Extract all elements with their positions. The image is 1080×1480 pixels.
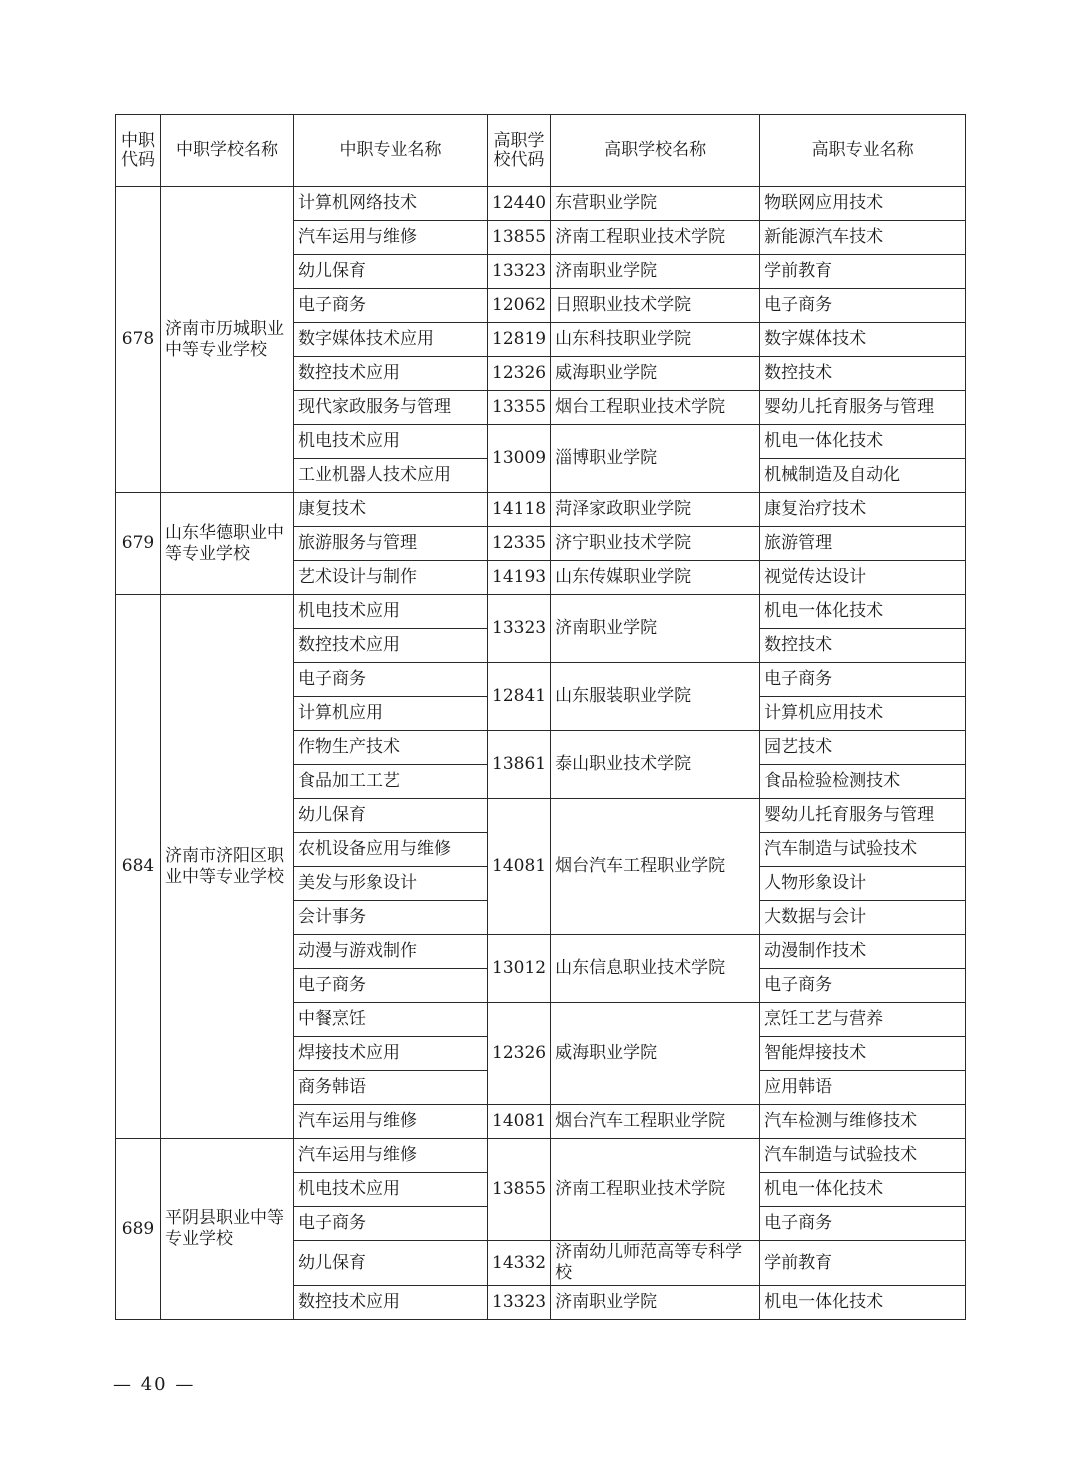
higher-school-name-cell: 济南工程职业技术学院: [551, 221, 760, 255]
higher-school-code-cell: 14081: [488, 799, 551, 935]
higher-school-name-cell: 济南职业学院: [551, 1286, 760, 1320]
major-cell: 旅游服务与管理: [294, 527, 488, 561]
higher-major-cell: 汽车检测与维修技术: [760, 1105, 966, 1139]
higher-school-name-cell: 泰山职业技术学院: [551, 731, 760, 799]
major-cell: 电子商务: [294, 969, 488, 1003]
higher-major-cell: 视觉传达设计: [760, 561, 966, 595]
higher-major-cell: 园艺技术: [760, 731, 966, 765]
higher-major-cell: 数控技术: [760, 357, 966, 391]
major-cell: 作物生产技术: [294, 731, 488, 765]
major-cell: 食品加工工艺: [294, 765, 488, 799]
header-hschool: 高职学校名称: [551, 115, 760, 187]
higher-school-name-cell: 山东传媒职业学院: [551, 561, 760, 595]
header-school: 中职学校名称: [161, 115, 294, 187]
major-cell: 幼儿保育: [294, 799, 488, 833]
major-cell: 计算机应用: [294, 697, 488, 731]
major-cell: 机电技术应用: [294, 595, 488, 629]
major-cell: 艺术设计与制作: [294, 561, 488, 595]
major-cell: 会计事务: [294, 901, 488, 935]
header-hmajor: 高职专业名称: [760, 115, 966, 187]
major-cell: 现代家政服务与管理: [294, 391, 488, 425]
higher-major-cell: 电子商务: [760, 289, 966, 323]
higher-major-cell: 数字媒体技术: [760, 323, 966, 357]
major-cell: 数控技术应用: [294, 357, 488, 391]
major-cell: 幼儿保育: [294, 1241, 488, 1286]
higher-major-cell: 烹饪工艺与营养: [760, 1003, 966, 1037]
table-row: [116, 1139, 966, 1173]
higher-major-cell: 数控技术: [760, 629, 966, 663]
higher-major-cell: 汽车制造与试验技术: [760, 833, 966, 867]
higher-school-name-cell: 济南职业学院: [551, 595, 760, 663]
header-hcode: 高职学校代码: [488, 115, 551, 187]
school-name-cell: 济南市济阳区职业中等专业学校: [161, 595, 294, 1139]
higher-major-cell: 计算机应用技术: [760, 697, 966, 731]
major-cell: 幼儿保育: [294, 255, 488, 289]
higher-school-code-cell: 14118: [488, 493, 551, 527]
major-cell: 计算机网络技术: [294, 187, 488, 221]
major-cell: 电子商务: [294, 289, 488, 323]
header-code: 中职代码: [116, 115, 161, 187]
higher-school-code-cell: 13323: [488, 1286, 551, 1320]
higher-school-code-cell: 13855: [488, 1139, 551, 1241]
higher-major-cell: 机电一体化技术: [760, 595, 966, 629]
higher-major-cell: 大数据与会计: [760, 901, 966, 935]
higher-school-name-cell: 山东服装职业学院: [551, 663, 760, 731]
major-cell: 机电技术应用: [294, 1173, 488, 1207]
higher-major-cell: 新能源汽车技术: [760, 221, 966, 255]
higher-school-code-cell: 12841: [488, 663, 551, 731]
major-cell: 机电技术应用: [294, 425, 488, 459]
table-row: [116, 595, 966, 629]
higher-major-cell: 动漫制作技术: [760, 935, 966, 969]
higher-school-name-cell: 日照职业技术学院: [551, 289, 760, 323]
major-cell: 美发与形象设计: [294, 867, 488, 901]
higher-school-name-cell: 菏泽家政职业学院: [551, 493, 760, 527]
higher-major-cell: 学前教育: [760, 255, 966, 289]
major-cell: 电子商务: [294, 663, 488, 697]
header-major: 中职专业名称: [294, 115, 488, 187]
higher-major-cell: 应用韩语: [760, 1071, 966, 1105]
major-cell: 中餐烹饪: [294, 1003, 488, 1037]
higher-school-name-cell: 烟台汽车工程职业学院: [551, 799, 760, 935]
higher-major-cell: 汽车制造与试验技术: [760, 1139, 966, 1173]
higher-major-cell: 机电一体化技术: [760, 1173, 966, 1207]
higher-school-name-cell: 烟台汽车工程职业学院: [551, 1105, 760, 1139]
higher-school-name-cell: 威海职业学院: [551, 357, 760, 391]
major-cell: 汽车运用与维修: [294, 1139, 488, 1173]
table-row: [116, 187, 966, 221]
higher-school-code-cell: 12326: [488, 1003, 551, 1105]
higher-school-code-cell: 14081: [488, 1105, 551, 1139]
higher-school-name-cell: 山东科技职业学院: [551, 323, 760, 357]
major-cell: 数字媒体技术应用: [294, 323, 488, 357]
higher-major-cell: 机械制造及自动化: [760, 459, 966, 493]
higher-school-code-cell: 12062: [488, 289, 551, 323]
table-row: [116, 493, 966, 527]
higher-major-cell: 康复治疗技术: [760, 493, 966, 527]
major-cell: 农机设备应用与维修: [294, 833, 488, 867]
higher-school-code-cell: 14193: [488, 561, 551, 595]
higher-major-cell: 人物形象设计: [760, 867, 966, 901]
higher-school-code-cell: 13012: [488, 935, 551, 1003]
higher-school-code-cell: 13855: [488, 221, 551, 255]
page-number: — 40 —: [113, 1374, 196, 1395]
higher-school-code-cell: 12326: [488, 357, 551, 391]
major-cell: 数控技术应用: [294, 629, 488, 663]
school-name-cell: 平阴县职业中等专业学校: [161, 1139, 294, 1320]
higher-school-name-cell: 淄博职业学院: [551, 425, 760, 493]
major-cell: 汽车运用与维修: [294, 221, 488, 255]
major-cell: 动漫与游戏制作: [294, 935, 488, 969]
higher-major-cell: 婴幼儿托育服务与管理: [760, 799, 966, 833]
major-cell: 焊接技术应用: [294, 1037, 488, 1071]
higher-major-cell: 婴幼儿托育服务与管理: [760, 391, 966, 425]
higher-school-name-cell: 东营职业学院: [551, 187, 760, 221]
higher-major-cell: 电子商务: [760, 969, 966, 1003]
higher-major-cell: 机电一体化技术: [760, 1286, 966, 1320]
higher-school-code-cell: 14332: [488, 1241, 551, 1286]
major-cell: 数控技术应用: [294, 1286, 488, 1320]
school-code-cell: 678: [116, 187, 161, 493]
header-row: [116, 115, 966, 187]
major-cell: 汽车运用与维修: [294, 1105, 488, 1139]
program-table: [115, 114, 966, 1320]
major-cell: 工业机器人技术应用: [294, 459, 488, 493]
higher-major-cell: 电子商务: [760, 663, 966, 697]
higher-school-code-cell: 13009: [488, 425, 551, 493]
school-code-cell: 684: [116, 595, 161, 1139]
higher-major-cell: 旅游管理: [760, 527, 966, 561]
higher-school-code-cell: 12335: [488, 527, 551, 561]
school-code-cell: 679: [116, 493, 161, 595]
higher-school-name-cell: 济南职业学院: [551, 255, 760, 289]
higher-major-cell: 学前教育: [760, 1241, 966, 1286]
higher-major-cell: 智能焊接技术: [760, 1037, 966, 1071]
higher-major-cell: 机电一体化技术: [760, 425, 966, 459]
major-cell: 康复技术: [294, 493, 488, 527]
higher-major-cell: 电子商务: [760, 1207, 966, 1241]
major-cell: 商务韩语: [294, 1071, 488, 1105]
school-name-cell: 济南市历城职业中等专业学校: [161, 187, 294, 493]
higher-school-name-cell: 济南工程职业技术学院: [551, 1139, 760, 1241]
higher-school-name-cell: 山东信息职业技术学院: [551, 935, 760, 1003]
higher-school-code-cell: 12819: [488, 323, 551, 357]
higher-school-code-cell: 13323: [488, 255, 551, 289]
higher-school-name-cell: 济宁职业技术学院: [551, 527, 760, 561]
higher-school-name-cell: 威海职业学院: [551, 1003, 760, 1105]
major-cell: 电子商务: [294, 1207, 488, 1241]
higher-school-code-cell: 12440: [488, 187, 551, 221]
school-name-cell: 山东华德职业中等专业学校: [161, 493, 294, 595]
higher-school-name-cell: 济南幼儿师范高等专科学校: [551, 1241, 760, 1286]
higher-major-cell: 食品检验检测技术: [760, 765, 966, 799]
higher-school-code-cell: 13323: [488, 595, 551, 663]
higher-school-code-cell: 13861: [488, 731, 551, 799]
higher-school-name-cell: 烟台工程职业技术学院: [551, 391, 760, 425]
school-code-cell: 689: [116, 1139, 161, 1320]
higher-school-code-cell: 13355: [488, 391, 551, 425]
higher-major-cell: 物联网应用技术: [760, 187, 966, 221]
